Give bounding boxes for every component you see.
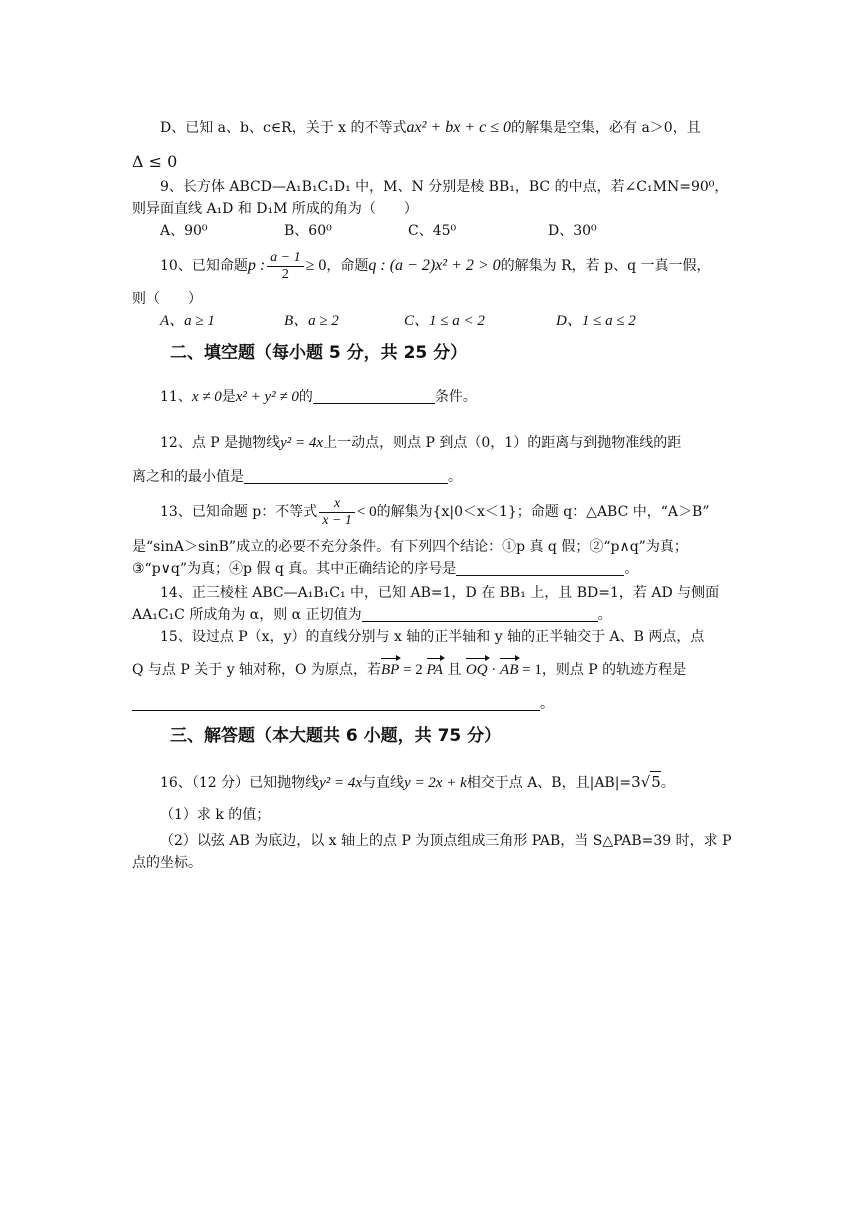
q12-parabola: y² = 4x: [280, 435, 324, 451]
q16-mid: 与直线: [362, 775, 405, 791]
q15-end: 。: [540, 696, 554, 712]
q12-line2: [132, 467, 462, 487]
q13-post: 的解集为{x|0＜x＜1}；命题 q：△ABC 中，“A＞B”: [376, 504, 710, 520]
q9-line2: 则异面直线 A₁D 和 D₁M 所成的角为（ ）: [132, 201, 418, 217]
q16-root-sign: √: [640, 773, 651, 791]
q16-pre: 16、（12 分）已知抛物线: [160, 775, 320, 791]
q9-option-a: A、90⁰: [160, 223, 208, 239]
q10-option-d: D、1 ≤ a ≤ 2: [556, 313, 636, 329]
q11-pre: 11、: [160, 389, 192, 405]
q16-root-coef: 3: [631, 773, 641, 791]
q13-frac-den: x − 1: [322, 512, 352, 528]
q11-post: 的: [298, 389, 313, 405]
q16-sub2b: 点的坐标。: [132, 855, 202, 871]
q10-option-c: C、1 ≤ a < 2: [404, 313, 485, 329]
q10-line1: [160, 246, 711, 286]
q10-fraction: [267, 250, 303, 283]
q13-fraction: [319, 496, 355, 529]
q13-frac-num: x: [319, 496, 355, 513]
q14-line2: [132, 605, 612, 625]
q10-line2: 则（ ）: [132, 291, 202, 307]
q13-line3-text: ③“p∨q”为真；④p 假 q 真。其中正确结论的序号是: [132, 561, 457, 577]
q9-option-c: C、45⁰: [408, 223, 457, 239]
q11-cond2: x² + y² ≠ 0: [235, 389, 299, 405]
q15-line3: [132, 694, 554, 714]
q14-end: 。: [597, 607, 612, 623]
q10-option-a: A、a ≥ 1: [160, 313, 215, 329]
q15-and: 且: [442, 662, 466, 678]
q15-vector-oq: OQ: [465, 662, 488, 678]
q13-line3: [132, 559, 638, 579]
q10-p-rest: ≥ 0: [305, 257, 327, 274]
q16-parabola: y² = 4x: [319, 775, 363, 791]
q12-post: 上一动点，则点 P 到点（0，1）的距离与到抛物准线的距: [323, 435, 682, 451]
q14-answer-blank[interactable]: [362, 607, 598, 622]
q16-sub1: （1）求 k 的值；: [160, 807, 271, 823]
q15-line1: 15、设过点 P（x，y）的直线分别与 x 轴的正半轴和 y 轴的正半轴交于 A、B 两点，点: [160, 629, 705, 645]
q15-vector-pa: PA: [426, 662, 443, 678]
q12-end: 。: [448, 469, 462, 485]
q13-answer-blank[interactable]: [456, 561, 624, 576]
q16-sub2: （2）以弦 AB 为底边，以 x 轴上的点 P 为顶点组成三角形 PAB，当 S△PAB=39 时，求 P: [160, 833, 732, 849]
q15-eq1: = 2: [399, 662, 427, 678]
q10-p-label: p :: [247, 257, 266, 274]
q11-line: [160, 387, 477, 407]
q16-root-val: 5: [651, 773, 661, 791]
q16-post: 相交于点 A、B，且|AB|=: [466, 775, 632, 791]
q12-answer-blank[interactable]: [244, 469, 448, 484]
q10-mid: ，命题: [326, 258, 369, 274]
q11-cond1: x ≠ 0: [191, 389, 222, 405]
q8-text-post: 的解集是空集，必有 a＞0，且: [511, 120, 701, 136]
q15-line2-pre: Q 与点 P 关于 y 轴对称，O 为原点，若: [132, 662, 381, 678]
q12-pre: 12、点 P 是抛物线: [160, 435, 281, 451]
q13-end: 。: [624, 561, 639, 577]
q12-line2-text: 离之和的最小值是: [132, 469, 244, 485]
q15-answer-blank[interactable]: [132, 696, 540, 711]
q16-line1: [160, 771, 675, 793]
q13-line2: 是“sinA＞sinB”成立的必要不充分条件。有下列四个结论：①p 真 q 假；②“p∧q”为真；: [132, 539, 688, 555]
q13-line1: [160, 492, 709, 532]
q9-option-d: D、30⁰: [548, 223, 597, 239]
q9-line1: 9、长方体 ABCD—A₁B₁C₁D₁ 中，M、N 分别是棱 BB₁，BC 的中点，若∠C₁MN=90⁰，: [160, 179, 729, 195]
q10-option-b: B、a ≥ 2: [284, 313, 339, 329]
section-2-heading: 二、填空题（每小题 5 分，共 25 分）: [170, 343, 468, 363]
q16-line-eq: y = 2x + k: [404, 775, 467, 791]
q11-end: 条件。: [434, 389, 477, 405]
q8-option-d-line1: [160, 118, 701, 138]
q10-frac-num: a − 1: [267, 250, 303, 267]
q16-end: 。: [660, 775, 675, 791]
q14-line1: 14、正三棱柱 ABC—A₁B₁C₁ 中，已知 AB=1，D 在 BB₁ 上，且 BD=1，若 AD 与侧面: [160, 585, 720, 601]
q8-inequality: ax² + bx + c ≤ 0: [406, 119, 512, 136]
q15-vector-bp: BP: [381, 662, 400, 678]
q13-pre: 13、已知命题 p：不等式: [160, 504, 318, 520]
q14-line2-text: AA₁C₁C 所成角为 α，则 α 正切值为: [132, 607, 362, 623]
q8-delta: Δ ≤ 0: [132, 152, 178, 171]
q8-text-pre: D、已知 a、b、c∈R，关于 x 的不等式: [160, 120, 407, 136]
q13-rest: < 0: [356, 504, 377, 520]
q9-option-b: B、60⁰: [284, 223, 332, 239]
q15-line2: [132, 660, 686, 680]
q15-vector-ab: AB: [500, 662, 519, 678]
section-3-heading: 三、解答题（本大题共 6 小题，共 75 分）: [170, 726, 502, 746]
q10-pre: 10、已知命题: [160, 258, 248, 274]
q10-q-expr: q : (a − 2)x² + 2 > 0: [368, 257, 501, 274]
q11-mid: 是: [221, 389, 236, 405]
q15-eq2: = 1: [518, 662, 542, 678]
q12-line1: [160, 433, 681, 453]
q15-dot: ·: [487, 662, 501, 678]
q10-post: 的解集为 R，若 p、q 一真一假，: [500, 258, 711, 274]
q10-frac-den: 2: [281, 266, 289, 282]
q15-line2-post: ，则点 P 的轨迹方程是: [541, 662, 687, 678]
q11-answer-blank[interactable]: [313, 389, 435, 404]
